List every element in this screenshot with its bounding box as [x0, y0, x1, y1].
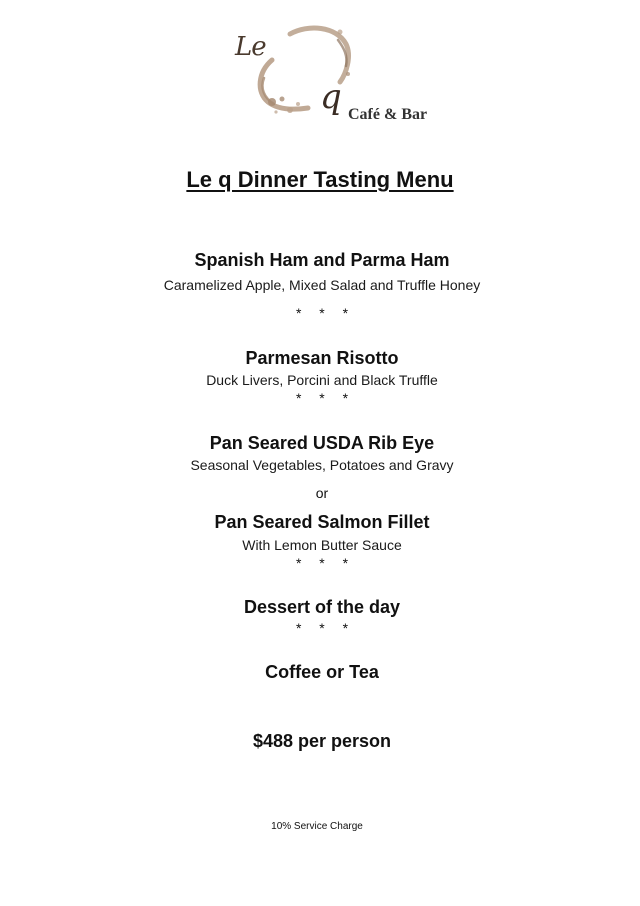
separator: * * *	[295, 555, 349, 571]
course-description: Duck Livers, Porcini and Black Truffle	[206, 372, 438, 388]
price: $488 per person	[252, 731, 392, 751]
separator: * * *	[295, 305, 349, 321]
course-description: With Lemon Butter Sauce	[242, 537, 402, 553]
service-charge-note: 10% Service Charge	[271, 821, 363, 832]
course-name: Coffee or Tea	[265, 662, 379, 682]
menu-title: Le q Dinner Tasting Menu	[186, 167, 454, 192]
separator: * * *	[295, 620, 349, 636]
course-name: Pan Seared Salmon Fillet	[214, 512, 430, 532]
logo-cafe-bar-text: Café & Bar	[348, 106, 428, 123]
cafe-logo	[228, 22, 438, 132]
separator: * * *	[295, 390, 349, 406]
logo-q-text: q	[320, 77, 342, 117]
course-name: Pan Seared USDA Rib Eye	[209, 433, 435, 453]
course-name: Spanish Ham and Parma Ham	[194, 250, 450, 270]
course-description: Caramelized Apple, Mixed Salad and Truffle Honey	[163, 277, 481, 293]
logo-le-text: Le	[235, 32, 266, 62]
or-text: or	[315, 485, 329, 501]
course-name: Dessert of the day	[243, 597, 401, 617]
course-description: Seasonal Vegetables, Potatoes and Gravy	[190, 457, 454, 473]
course-name: Parmesan Risotto	[245, 348, 399, 368]
